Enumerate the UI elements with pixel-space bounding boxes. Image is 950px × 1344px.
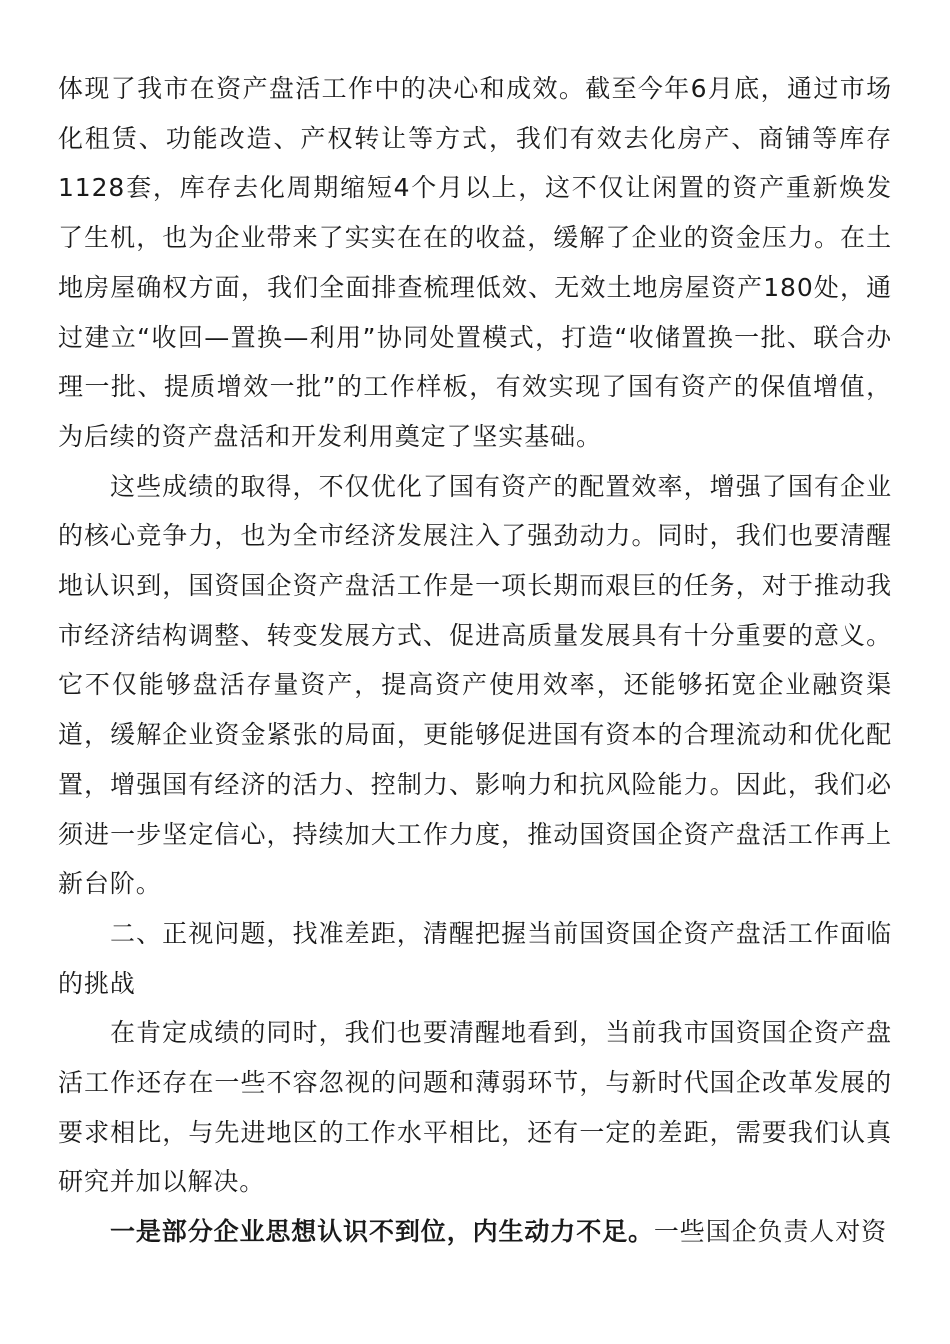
document-page (58, 64, 892, 1257)
paragraph-asset-results: 体现了我市在资产盘活工作中的决心和成效。截至今年6月底，通过市场化租赁、功能改造、产权转让等方式，我们有效去化房产、商铺等库存1128套，库存去化周期缩短4个月以上，这不仅让闲置的资产重新焕发了生机，也为企业带来了实实在在的收益，缓解了企业的资金压力。在土地房屋确权方面，我们全面排查梳理低效、无效土地房屋资产180处，通过建立“收回—置换—利用”协同处置模式，打造“收储置换一批、联合办理一批、提质增效一批”的工作样板，有效实现了国有资产的保值增值，为后续的资产盘活和开发利用奠定了坚实基础。 (58, 74, 892, 451)
paragraph-point-one (58, 1207, 892, 1257)
paragraph-achievements-significance: 这些成绩的取得，不仅优化了国有资产的配置效率，增强了国有企业的核心竞争力，也为全市经济发展注入了强劲动力。同时，我们也要清醒地认识到，国资国企资产盘活工作是一项长期而艰巨的任务，对于推动我市经济结构调整、转变发展方式、促进高质量发展具有十分重要的意义。它不仅能够盘活存量资产，提高资产使用效率，还能够拓宽企业融资渠道，缓解企业资金紧张的局面，更能够促进国有资本的合理流动和优化配置，增强国有经济的活力、控制力、影响力和抗风险能力。因此，我们必须进一步坚定信心，持续加大工作力度，推动国资国企资产盘活工作再上新台阶。 (58, 471, 892, 899)
section-heading-challenges: 二、正视问题，找准差距，清醒把握当前国资国企资产盘活工作面临的挑战 (58, 918, 892, 998)
point-one-lead: 一是部分企业思想认识不到位，内生动力不足。 (110, 1217, 654, 1247)
paragraph-problems-intro: 在肯定成绩的同时，我们也要清醒地看到，当前我市国资国企资产盘活工作还存在一些不容忽视的问题和薄弱环节，与新时代国企改革发展的要求相比，与先进地区的工作水平相比，还有一定的差距，需要我们认真研究并加以解决。 (58, 1018, 892, 1197)
point-one-text: 一些国企负责人对资 (653, 1217, 888, 1247)
